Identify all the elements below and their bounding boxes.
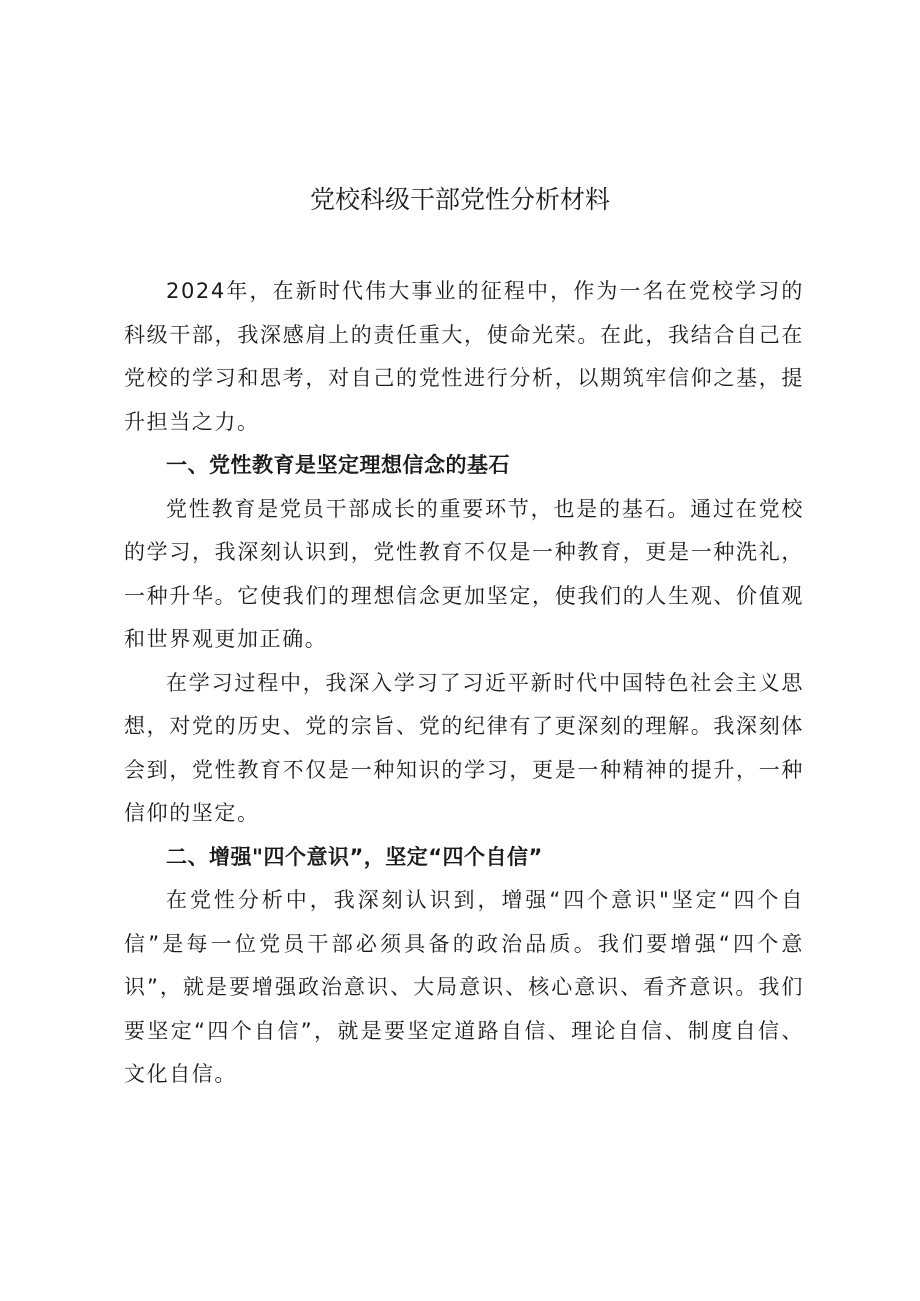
intro-paragraph: 2024年，在新时代伟大事业的征程中，作为一名在党校学习的科级干部，我深感肩上的责任重大，使命光荣。在此，我结合自己在党校的学习和思考，对自己的党性进行分析，以期筑牢信仰之基，提升担当之力。 (124, 279, 804, 434)
section-1-paragraph-2: 在学习过程中，我深入学习了习近平新时代中国特色社会主义思想，对党的历史、党的宗旨、党的纪律有了更深刻的理解。我深刻体会到，党性教育不仅是一种知识的学习，更是一种精神的提升，一种信仰的坚定。 (124, 670, 804, 825)
section-1-heading: 一、党性教育是坚定理想信念的基石 (166, 453, 510, 477)
section-2-paragraph-1: 在党性分析中，我深刻认识到，增强“四个意识"坚定“四个自信”是每一位党员干部必须具备的政治品质。我们要增强“四个意识”，就是要增强政治意识、大局意识、核心意识、看齐意识。我们要坚定“四个自信”，就是要坚定道路自信、理论自信、制度自信、文化自信。 (124, 888, 804, 1086)
section-2-heading: 二、增强"四个意识”，坚定“四个自信” (166, 844, 543, 869)
document-body (124, 270, 804, 1097)
document-title: 党校科级干部党性分析材料 (309, 185, 610, 214)
section-1-paragraph-1: 党性教育是党员干部成长的重要环节，也是的基石。通过在党校的学习，我深刻认识到，党性教育不仅是一种教育，更是一种洗礼，一种升华。它使我们的理想信念更加坚定，使我们的人生观、价值观和世界观更加正确。 (124, 496, 804, 651)
